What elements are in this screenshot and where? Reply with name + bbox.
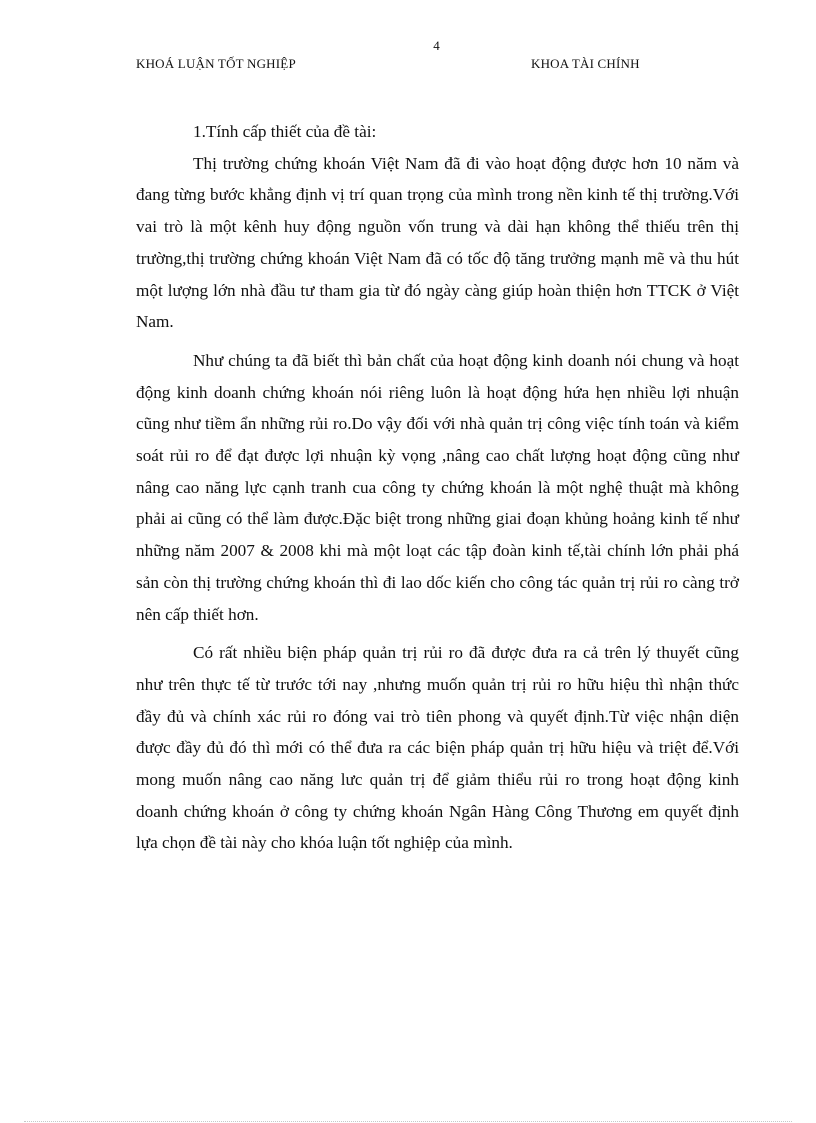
page-bottom-divider xyxy=(24,1121,792,1122)
page-number: 4 xyxy=(433,38,440,53)
header-faculty-label: KHOA TÀI CHÍNH xyxy=(531,56,640,71)
paragraph: Thị trường chứng khoán Việt Nam đã đi vào hoạt động được hơn 10 năm và đang từng bước khẳng định vị trí quan trọng của mình trong nền kinh tế thị trường.Với vai trò là một kênh huy động nguồn vốn trung và dài hạn không thể thiếu trên thị trường,thị trường chứng khoán Việt Nam đã có tốc độ tăng trưởng mạnh mẽ và thu hút một lượng lớn nhà đầu tư tham gia từ đó ngày càng giúp hoàn thiện hơn TTCK ở Việt Nam. xyxy=(136,153,739,332)
paragraph: Như chúng ta đã biết thì bản chất của hoạt động kinh doanh nói chung và hoạt động kinh doanh chứng khoán nói riêng luôn là hoạt động hứa hẹn nhiều lợi nhuận cũng như tiềm ẩn những rủi ro.Do vậy đối với nhà quản trị công việc tính toán và kiểm soát rủi ro để đạt được lợi nhuận kỳ vọng ,nâng cao chất lượng hoạt động cũng như nâng cao năng lực cạnh tranh cua công ty chứng khoán là một nghệ thuật mà không phải ai cũng có thể làm được.Đặc biệt trong những giai đoạn khủng hoảng kinh tế như những năm 2007 & 2008 khi mà một loạt các tập đoàn kinh tế,tài chính lớn phải phá sản còn thị trường chứng khoán thì đi lao dốc kiến cho công tác quản trị rủi ro càng trở nên cấp thiết hơn. xyxy=(136,350,739,624)
section-heading: 1.Tính cấp thiết của đề tài: xyxy=(193,122,377,141)
header-thesis-label: KHOÁ LUẬN TỐT NGHIỆP xyxy=(136,56,296,71)
paragraph: Có rất nhiều biện pháp quản trị rủi ro đã được đưa ra cả trên lý thuyết cũng như trên thực tế từ trước tới nay ,nhưng muốn quản trị rủi ro hữu hiệu thì nhận thức đầy đủ và chính xác rủi ro đóng vai trò tiên phong và quyết định.Từ việc nhận diện được đầy đủ đó thì mới có thể đưa ra các biện pháp quản trị hữu hiệu và triệt để.Với mong muốn nâng cao năng lưc quản trị để giảm thiểu rủi ro trong hoạt động kinh doanh chứng khoán ở công ty chứng khoán Ngân Hàng Công Thương em quyết định lựa chọn đề tài này cho khóa luận tốt nghiệp của mình. xyxy=(136,643,739,853)
document-body xyxy=(136,116,739,859)
